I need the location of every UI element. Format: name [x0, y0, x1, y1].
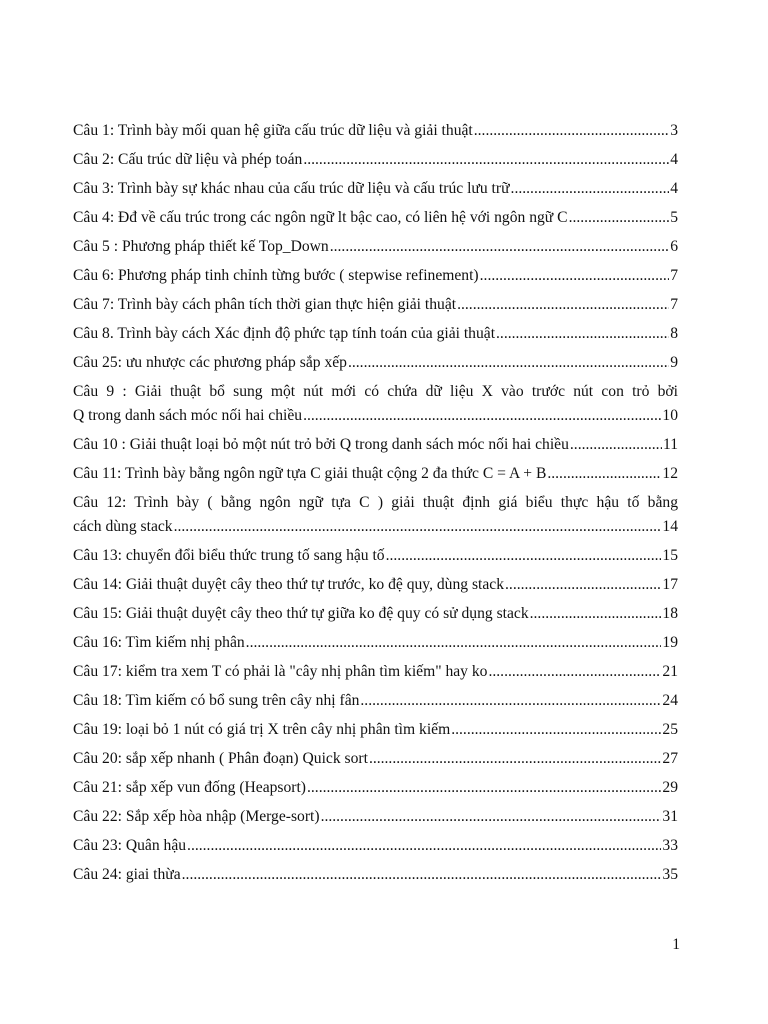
toc-entry-1[interactable] [73, 114, 678, 143]
dot-leader [488, 660, 661, 684]
toc-entry-title: Câu 17: kiểm tra xem T có phải là "cây nhị phân tìm kiếm" hay ko [73, 663, 488, 680]
dot-leader [303, 148, 669, 172]
toc-entry-page: 14 [662, 518, 678, 535]
toc-entry-24[interactable] [73, 829, 678, 858]
toc-entry-title: Câu 16: Tìm kiếm nhị phân [73, 634, 245, 651]
toc-entry-19[interactable] [73, 684, 678, 713]
dot-leader [496, 322, 669, 346]
toc-entry-title-line1: Câu 12: Trình bày ( bằng ngôn ngữ tựa C ) giải thuật định giá biểu thực hậu tố bằng [73, 494, 678, 511]
toc-entry-2[interactable] [73, 143, 678, 172]
toc-entry-page: 31 [662, 808, 678, 825]
dot-leader [547, 462, 661, 486]
toc-entry-16[interactable] [73, 597, 678, 626]
dot-leader [246, 631, 662, 655]
dot-leader [530, 602, 662, 626]
dot-leader [330, 235, 669, 259]
toc-entry-page: 15 [662, 547, 678, 564]
toc-entry-title: Câu 13: chuyển đổi biểu thức trung tố sang hậu tố [73, 547, 385, 564]
toc-entry-title: Câu 19: loại bỏ 1 nút có giá trị X trên cây nhị phân tìm kiếm [73, 721, 451, 738]
toc-entry-5[interactable] [73, 230, 678, 259]
toc-entry-11[interactable] [73, 428, 678, 457]
toc-entry-3[interactable] [73, 172, 678, 201]
dot-leader [321, 805, 662, 829]
toc-entry-title: Câu 7: Trình bày cách phân tích thời gian thực hiện giải thuật [73, 296, 457, 313]
toc-entry-page: 6 [670, 238, 678, 255]
toc-entry-title: Câu 4: Đđ về cấu trúc trong các ngôn ngữ lt bậc cao, có liên hệ với ngôn ngữ C [73, 209, 568, 226]
dot-leader [457, 293, 669, 317]
toc-entry-page: 27 [662, 750, 678, 767]
toc-entry-title: Câu 1: Trình bày mối quan hệ giữa cấu trúc dữ liệu và giải thuật [73, 122, 473, 139]
toc-entry-12[interactable] [73, 457, 678, 486]
toc-entry-page: 18 [662, 605, 678, 622]
toc-entry-title-line2-row [73, 515, 678, 539]
toc-entry-title: Câu 6: Phương pháp tinh chỉnh từng bước ( stepwise refinement) [73, 267, 479, 284]
toc-entry-title: Câu 14: Giải thuật duyệt cây theo thứ tự trước, ko đệ quy, dùng stack [73, 576, 505, 593]
dot-leader [451, 718, 661, 742]
dot-leader [174, 515, 662, 539]
toc-entry-title: Câu 11: Trình bày bằng ngôn ngữ tựa C giải thuật cộng 2 đa thức C = A + B [73, 465, 547, 482]
toc-entry-13[interactable] [73, 491, 678, 539]
toc-entry-20[interactable] [73, 713, 678, 742]
dot-leader [570, 433, 662, 457]
dot-leader [474, 119, 669, 143]
dot-leader [187, 834, 661, 858]
toc-entry-title: Câu 23: Quân hậu [73, 837, 187, 854]
toc-entry-page: 33 [662, 837, 678, 854]
toc-entry-title: Câu 21: sắp xếp vun đống (Heapsort) [73, 779, 306, 796]
toc-entry-page: 25 [662, 721, 678, 738]
toc-entry-title: Câu 20: sắp xếp nhanh ( Phân đoạn) Quick sort [73, 750, 368, 767]
toc-entry-title: Câu 10 : Giải thuật loại bỏ một nút trỏ bởi Q trong danh sách móc nối hai chiều [73, 436, 569, 453]
toc-entry-page: 9 [670, 354, 678, 371]
dot-leader [505, 573, 661, 597]
dot-leader [360, 689, 661, 713]
dot-leader [348, 351, 669, 375]
toc-entry-page: 12 [662, 465, 678, 482]
toc-entry-page: 35 [662, 866, 678, 883]
toc-entry-title: Câu 18: Tìm kiếm có bổ sung trên cây nhị fân [73, 692, 360, 709]
toc-entry-title-line2: Q trong danh sách móc nối hai chiều [73, 407, 303, 424]
toc-entry-page: 11 [662, 436, 678, 453]
toc-entry-title: Câu 8. Trình bày cách Xác định độ phức tạp tính toán của giải thuật [73, 325, 496, 342]
dot-leader [307, 776, 661, 800]
toc-entry-title: Câu 25: ưu nhược các phương pháp sắp xếp [73, 354, 347, 371]
toc-entry-23[interactable] [73, 800, 678, 829]
toc-entry-7[interactable] [73, 288, 678, 317]
toc-entry-page: 21 [662, 663, 678, 680]
dot-leader [386, 544, 662, 568]
toc-entry-page: 3 [670, 122, 678, 139]
dot-leader [303, 404, 661, 428]
toc-entry-title-line1: Câu 9 : Giải thuật bổ sung một nút mới có chứa dữ liệu X vào trước nút con trỏ bởi [73, 383, 678, 400]
toc-entry-18[interactable] [73, 655, 678, 684]
dot-leader [569, 206, 670, 230]
toc-entry-page: 17 [662, 576, 678, 593]
toc-entry-17[interactable] [73, 626, 678, 655]
toc-entry-4[interactable] [73, 201, 678, 230]
toc-entry-page: 29 [662, 779, 678, 796]
toc-entry-title: Câu 3: Trình bày sự khác nhau của cấu trúc dữ liệu và cấu trúc lưu trữ [73, 180, 510, 197]
toc-entry-title-line2: cách dùng stack [73, 518, 173, 535]
toc-entry-9[interactable] [73, 346, 678, 375]
toc-entry-title: Câu 5 : Phương pháp thiết kế Top_Down [73, 238, 329, 255]
page-number: 1 [672, 936, 680, 953]
toc-entry-10[interactable] [73, 380, 678, 428]
toc-entry-8[interactable] [73, 317, 678, 346]
dot-leader [182, 863, 662, 887]
toc-entry-title: Câu 2: Cấu trúc dữ liệu và phép toán [73, 151, 303, 168]
toc-entry-page: 4 [670, 180, 678, 197]
dot-leader [480, 264, 670, 288]
toc-entry-page: 10 [662, 407, 678, 424]
toc-entry-25[interactable] [73, 858, 678, 887]
dot-leader [369, 747, 661, 771]
toc-entry-21[interactable] [73, 742, 678, 771]
toc-entry-14[interactable] [73, 539, 678, 568]
toc-entry-page: 7 [670, 267, 678, 284]
toc-entry-22[interactable] [73, 771, 678, 800]
toc-entry-title: Câu 22: Sắp xếp hòa nhập (Merge-sort) [73, 808, 320, 825]
toc-entry-15[interactable] [73, 568, 678, 597]
toc-entry-title: Câu 24: giai thừa [73, 866, 181, 883]
toc-entry-page: 19 [662, 634, 678, 651]
toc-entry-6[interactable] [73, 259, 678, 288]
toc-entry-page: 24 [662, 692, 678, 709]
toc-entry-title-line2-row [73, 404, 678, 428]
toc-entry-page: 8 [670, 325, 678, 342]
toc-entry-page: 5 [670, 209, 678, 226]
toc-entry-title: Câu 15: Giải thuật duyệt cây theo thứ tự giữa ko đệ quy có sử dụng stack [73, 605, 529, 622]
dot-leader [511, 177, 670, 201]
table-of-contents [73, 114, 678, 887]
toc-entry-page: 7 [670, 296, 678, 313]
toc-entry-page: 4 [670, 151, 678, 168]
